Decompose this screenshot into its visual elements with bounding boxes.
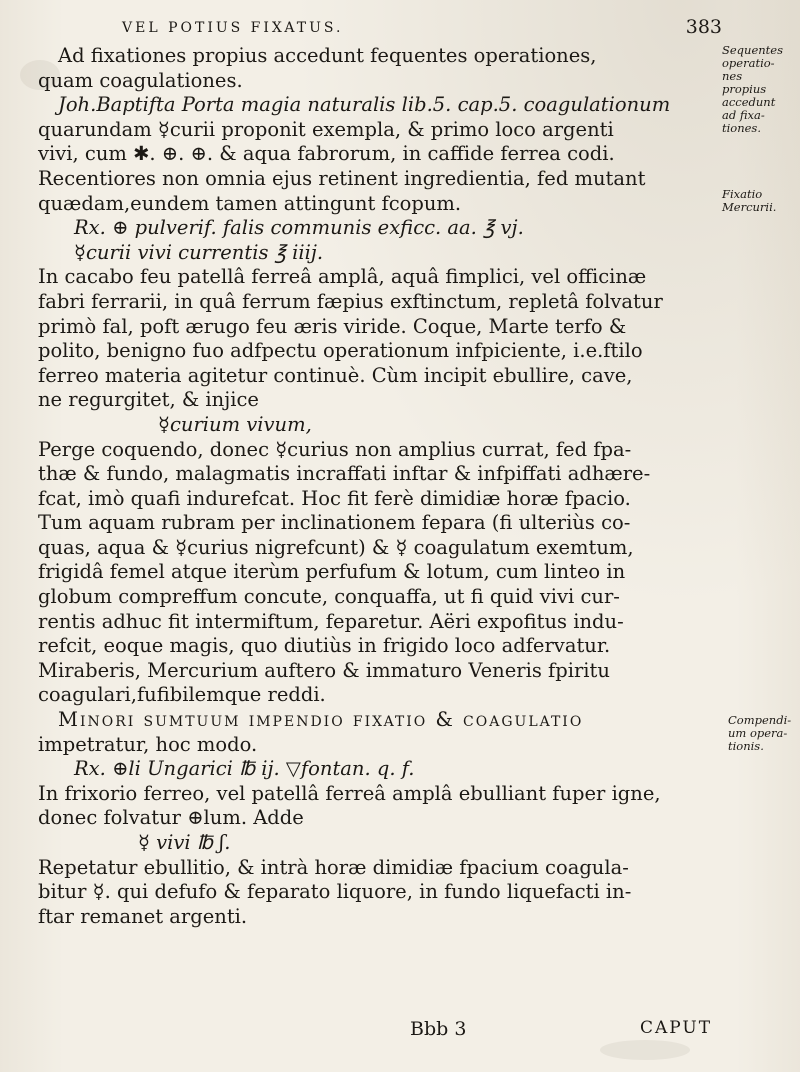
recipe-line: ☿curium vivum, xyxy=(158,412,312,436)
text-line: ne regurgitet, & injice xyxy=(38,388,259,412)
margin-note-compendium xyxy=(728,714,792,753)
text-line: polito, benigno fuo adfpectu operationum infpiciente, i.e.ftilo xyxy=(38,339,643,363)
text-line: Miraberis, Mercurium auftero & immaturo Veneris fpiritu xyxy=(38,658,610,682)
text-line: Joh.Baptifta Porta magia naturalis lib.5. cap.5. coagulationum xyxy=(58,93,671,117)
margin-note-fixatio xyxy=(722,188,786,214)
text-line: In frixorio ferreo, vel patellâ ferreâ amplâ ebulliant fuper igne, xyxy=(38,781,661,805)
text-line: donec folvatur ⊕lum. Adde xyxy=(38,806,304,830)
text-line: ftar remanet argenti. xyxy=(38,904,248,928)
margin-note-line: Sequentes xyxy=(722,43,783,57)
text-line: quædam,eundem tamen attingunt fcopum. xyxy=(38,191,462,215)
margin-note-line: Fixatio xyxy=(722,187,763,201)
text-line: globum compreffum concute, conquaffa, ut fi quid vivi cur- xyxy=(38,585,620,609)
catchword: CAPUT xyxy=(640,1018,713,1038)
text-line: bitur ☿. qui defufo & feparato liquore, in fundo liquefacti in- xyxy=(38,880,632,904)
text-line: Recentiores non omnia ejus retinent ingredientia, fed mutant xyxy=(38,166,646,190)
margin-note-line: nes propius xyxy=(722,69,767,96)
margin-note-line: accedunt xyxy=(722,95,776,109)
text-line: coagulari,fufibilemque reddi. xyxy=(38,683,326,707)
text-line: Repetatur ebullitio, & intrà horæ dimidiæ fpacium coagula- xyxy=(38,855,629,879)
text-line: impetratur, hoc modo. xyxy=(38,732,258,756)
text-line: vivi, cum ✱. ⊕. ⊕. & aqua fabrorum, in caffide ferrea codi. xyxy=(38,142,615,166)
margin-note-line: Compendi- xyxy=(728,713,792,727)
section-heading: Minori sumtuum impendio fixatio & coagulatio xyxy=(58,708,584,732)
text-line: In cacabo feu patellâ ferreâ amplâ, aquâ fimplici, vel officinæ xyxy=(38,265,647,289)
margin-note-line: tionis. xyxy=(728,739,764,753)
text-line: frigidâ femel atque iterùm perfufum & lotum, cum linteo in xyxy=(38,560,626,584)
text-line: primò fal, poft ærugo feu æris viride. Coque, Marte terfo & xyxy=(38,314,627,338)
recipe-line: ☿ vivi ℔ ʃ. xyxy=(138,831,231,854)
paper-stain xyxy=(600,1040,690,1060)
running-header xyxy=(102,12,722,42)
recipe-line: Rx. ⊕li Ungarici ℔ ij. ▽fontan. q. f. xyxy=(74,757,415,781)
text-line: quam coagulationes. xyxy=(38,68,243,92)
text-line: Ad fixationes propius accedunt fequentes operationes, xyxy=(58,44,597,67)
recipe-line: Rx. ⊕ pulverif. falis communis exficc. aa. ℥ vj. xyxy=(74,216,524,240)
text-line: Tum aquam rubram per inclinationem fepara (fi ulteriùs co- xyxy=(38,511,631,535)
margin-note-line: Mercurii. xyxy=(722,200,777,214)
text-line: ferreo materia agitetur continuè. Cùm incipit ebullire, cave, xyxy=(38,363,633,387)
running-title: VEL POTIUS FIXATUS. xyxy=(122,20,344,36)
text-line: fcat, imò quafi indurefcat. Hoc fit ferè dimidiæ horæ fpacio. xyxy=(38,486,631,510)
margin-note-operations xyxy=(722,44,786,135)
text-line: fabri ferrarii, in quâ ferrum fæpius exftinctum, repletâ folvatur xyxy=(38,289,663,313)
margin-note-line: ad fixa- xyxy=(722,108,765,122)
margin-note-line: um opera- xyxy=(728,726,788,740)
main-text xyxy=(38,44,750,929)
text-line: Perge coquendo, donec ☿curius non amplius currat, fed fpa- xyxy=(38,437,632,461)
margin-note-line: operatio- xyxy=(722,56,775,70)
recipe-line: ☿curii vivi currentis ℥ iiij. xyxy=(74,240,324,264)
text-line: rentis adhuc fit intermiftum, feparetur. Aëri expofitus indu- xyxy=(38,609,624,633)
margin-note-line: tiones. xyxy=(722,121,761,135)
signature-mark: Bbb 3 xyxy=(410,1018,467,1040)
text-line: quas, aqua & ☿curius nigrefcunt) & ☿ coagulatum exemtum, xyxy=(38,535,634,559)
text-line: quarundam ☿curii proponit exempla, & primo loco argenti xyxy=(38,117,614,141)
text-line: thæ & fundo, malagmatis incraffati inftar & infpiffati adhære- xyxy=(38,462,651,486)
page-number: 383 xyxy=(685,16,722,38)
text-line: refcit, eoque magis, quo diutiùs in frigido loco adfervatur. xyxy=(38,634,611,658)
